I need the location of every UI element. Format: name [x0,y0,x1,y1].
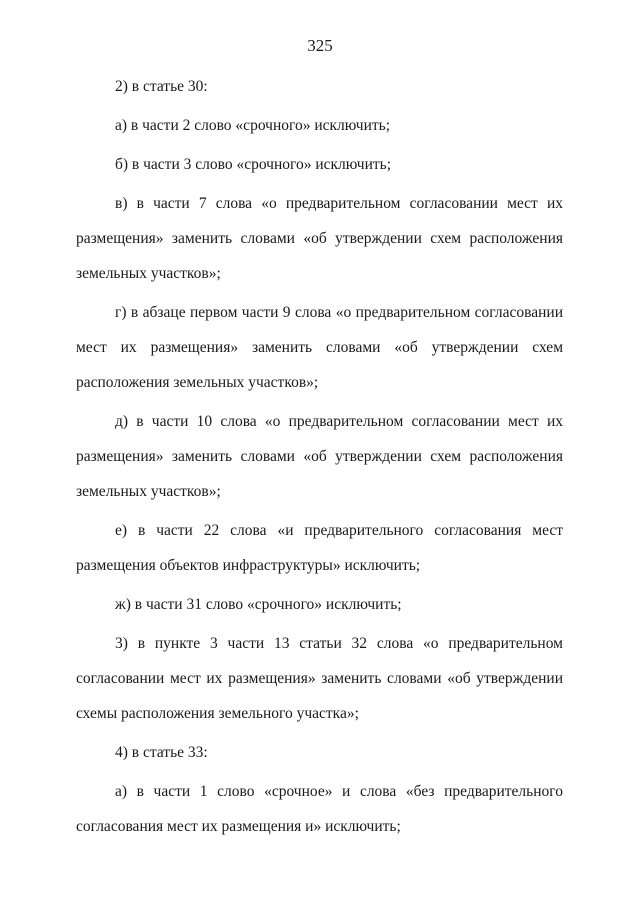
paragraph-article-33: 4) в статье 33: [115,744,208,761]
document-body [76,69,563,844]
paragraph-item-e-part-22: е) в части 22 слова «и предварительного согласования мест размещения объектов инфраструктуры» исключить; [76,522,563,574]
paragraph-item-a-part-1: а) в части 1 слово «срочное» и слова «без предварительного согласования мест их размещения и» исключить; [76,783,563,835]
paragraph-item-d-part-10: д) в части 10 слова «о предварительном согласовании мест их размещения» заменить словами «об утверждении схем расположения земельных участков»; [76,413,563,500]
paragraph-item-b-part-3: б) в части 3 слово «срочного» исключить; [115,156,392,173]
paragraph-item-v-part-7: в) в части 7 слова «о предварительном согласовании мест их размещения» заменить словами «об утверждении схем расположения земельных участков»; [76,195,563,282]
paragraph-item-zh-part-31: ж) в части 31 слово «срочного» исключить; [115,596,402,613]
paragraph-article-30: 2) в статье 30: [115,78,208,95]
paragraph-article-32: 3) в пункте 3 части 13 статьи 32 слова «о предварительном согласовании мест их размещения» заменить словами «об утверждении схемы расположения земельного участка»; [76,635,563,722]
page-number: 325 [307,36,333,55]
paragraph-item-g-part-9: г) в абзаце первом части 9 слова «о предварительном согласовании мест их размещения» заменить словами «об утверждении схем расположения земельных участков»; [76,304,563,391]
paragraph-item-a-part-2: а) в части 2 слово «срочного» исключить; [115,117,391,134]
